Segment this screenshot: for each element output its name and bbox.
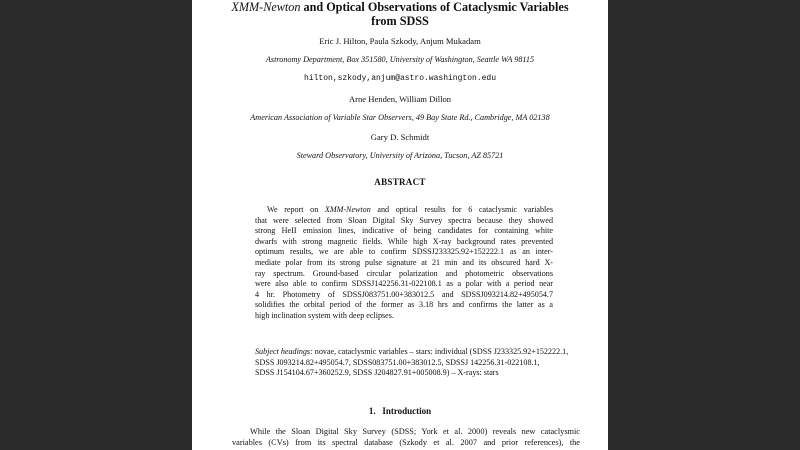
intro-line: variables (CVs) from its spectral database (Szkody et al. 2007 and prior references), the <box>232 437 580 447</box>
abstract-line: optimum results, we are able to confirm SDSSJ233325.92+152222.1 as an inter- <box>255 247 553 257</box>
abstract-line: strong HeII emission lines, indicative of being candidates for containing white <box>255 226 553 236</box>
abstract-italic-mission: XMM-Newton <box>324 205 371 214</box>
section-number: 1. <box>368 406 376 416</box>
section-title: Introduction <box>382 406 432 416</box>
subject-headings-line: SDSS J154104.67+360252.9, SDSS J204827.91+005008.9) – X-rays: stars <box>255 368 499 378</box>
abstract-line: 4 hr. Photometry of SDSSJ083751.00+383012.5 and SDSSJ093214.82+495054.7 <box>255 289 553 299</box>
abstract-line: high inclination system with deep eclipses. <box>255 310 394 320</box>
subject-headings-label: Subject headings: <box>255 347 313 356</box>
abstract-line: solidifies the orbital period of the former as 3.18 hrs and confirms the latter as a <box>255 300 553 310</box>
introduction-body <box>232 427 580 448</box>
author-affiliation-1: Astronomy Department, Box 351580, University of Washington, Seattle WA 98115 <box>265 55 535 64</box>
subject-headings <box>255 347 608 379</box>
abstract-line: ray spectrum. Ground-based circular polarization and photometric observations <box>255 268 553 278</box>
abstract-line: that were selected from Sloan Digital Sky Survey spectra because they showed <box>255 215 553 225</box>
paper-title-line-2: from SDSS <box>371 14 429 28</box>
author-names-3: Gary D. Schmidt <box>370 132 430 142</box>
abstract-heading: ABSTRACT <box>374 177 426 187</box>
abstract-line: dwarfs with strong magnetic fields. While high X-ray background rates prevented <box>255 236 553 246</box>
abstract-line: were also able to confirm SDSSJ142256.31-022108.1 as a polar with a period near <box>255 279 553 289</box>
title-italic-mission: XMM-Newton <box>231 0 301 14</box>
abstract-body <box>255 205 553 322</box>
paper-title-line-1 <box>192 0 608 15</box>
author-names-1: Eric J. Hilton, Paula Szkody, Anjum Mukadam <box>319 36 481 46</box>
subject-headings-line: Subject headings: novae, cataclysmic variables – stars: individual (SDSS J233325.92+152222.1, <box>255 347 569 356</box>
intro-line: While the Sloan Digital Sky Survey (SDSS; York et al. 2000) reveals new cataclysmic <box>250 427 580 436</box>
abstract-line: We report on XMM-Newton and optical results for 6 cataclysmic variables <box>267 205 553 214</box>
author-email: hilton,szkody,anjum@astro.washington.edu <box>303 74 497 83</box>
author-affiliation-2: American Association of Variable Star Observers, 49 Bay State Rd., Cambridge, MA 02138 <box>250 113 550 122</box>
subject-headings-line: SDSS J093214.82+495054.7, SDSS083751.00+383012.5, SDSSJ 142256.31-022108.1, <box>255 357 540 367</box>
abstract-line: mediate polar from its strong pulse signature at 21 min and its obscured hard X- <box>255 257 553 267</box>
author-names-2: Arne Henden, William Dillon <box>348 94 452 104</box>
title-rest: and Optical Observations of Cataclysmic Variables <box>300 0 569 14</box>
author-affiliation-3: Steward Observatory, University of Arizona, Tucson, AZ 85721 <box>296 151 504 160</box>
section-heading-introduction <box>192 406 608 416</box>
paper-page <box>192 0 608 450</box>
